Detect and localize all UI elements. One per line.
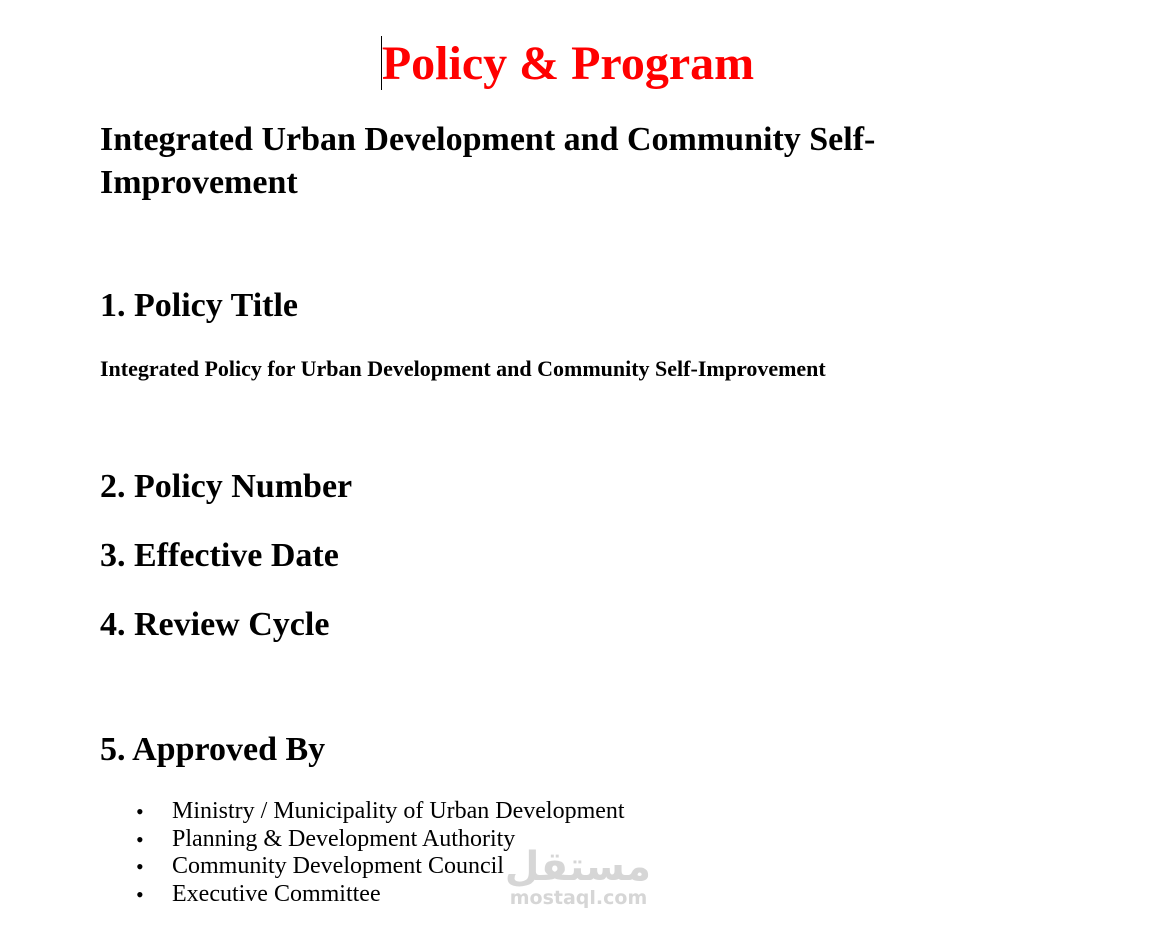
section-heading-approved-by: 5. Approved By [100, 731, 326, 768]
section-heading-policy-number: 2. Policy Number [100, 468, 353, 505]
watermark-latin-text: mostaql.com [509, 887, 648, 909]
document-subtitle: Integrated Urban Development and Community Self-Improvement [100, 121, 876, 201]
section-heading-policy-title: 1. Policy Title [100, 287, 299, 324]
list-item: • Executive Committee [100, 881, 625, 909]
list-item: • Planning & Development Authority [100, 826, 625, 854]
policy-title-text: Integrated Policy for Urban Development and Community Self-Improvement [100, 356, 826, 381]
list-item: • Community Development Council [100, 853, 625, 881]
watermark-logo [506, 845, 651, 915]
watermark-arabic-text: مستقل [504, 844, 651, 890]
list-item: • Ministry / Municipality of Urban Development [100, 798, 625, 826]
section-heading-effective-date: 3. Effective Date [100, 537, 339, 574]
section-heading-review-cycle: 4. Review Cycle [100, 606, 330, 643]
document-title: Policy & Program [381, 37, 755, 90]
